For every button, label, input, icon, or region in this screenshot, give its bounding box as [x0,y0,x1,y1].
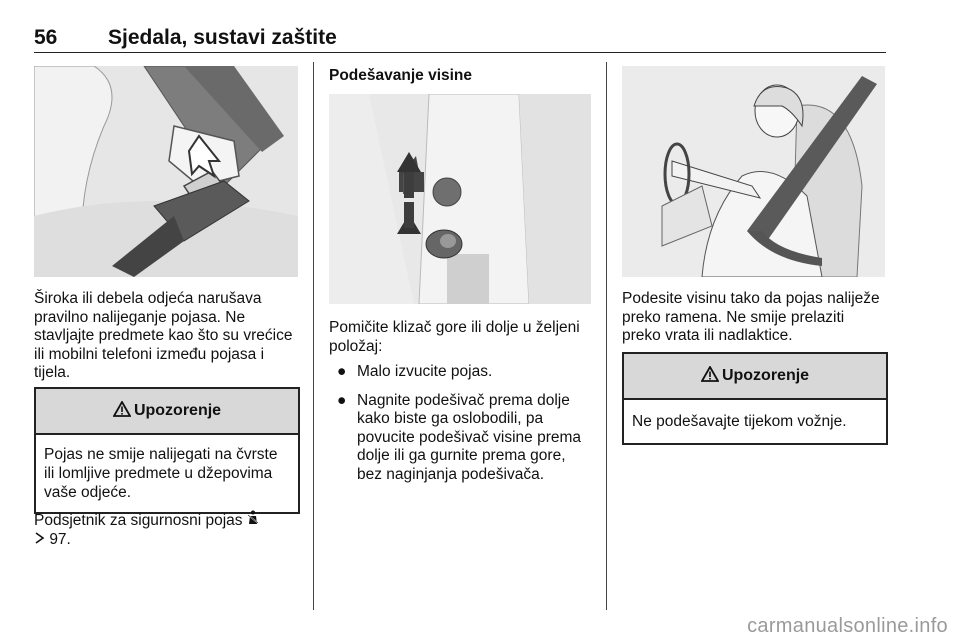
page-number: 56 [34,26,58,49]
text-line: pravilno nalijeganje pojasa. Ne [34,308,246,326]
text-line: bez naginjanja podešivača. [357,465,544,483]
col2-paragraph [329,319,599,356]
col3-paragraph [622,290,897,346]
text-line: Nagnite podešivač prema dolje [357,391,570,409]
text-line: povucite podešivač visine prema [357,428,582,446]
text-line: tijela. [34,364,71,381]
warning-triangle-icon [701,366,719,387]
reminder-label: Podsjetnik za sigurnosni pojas [34,512,243,529]
text-line: stavljajte predmete kao što su vrećice [34,327,293,344]
seatbelt-person-icon [247,510,259,531]
warning-text [36,435,298,512]
height-adjuster-illustration [329,94,591,304]
text-line: Malo izvucite pojas. [357,363,493,380]
text-line: Ne podešavajte tijekom vožnje. [632,413,847,430]
text-line: vaše odjeće. [44,484,132,501]
page-reference-arrow-icon[interactable] [34,531,45,550]
warning-box-2 [622,352,888,445]
col1-paragraph [34,290,304,383]
warning-triangle-icon [113,401,131,422]
text-line: Pojas ne smije nalijegati na čvrste [44,446,278,463]
text-line: preko vrata ili nadlaktice. [622,327,793,344]
driver-seatbelt-illustration [622,66,885,277]
warning-box-1 [34,387,300,514]
watermark: carmanualsonline.info [747,615,948,637]
page-header [34,22,886,53]
bullet-icon: ● [337,363,347,380]
text-line: položaj: [329,337,383,355]
bullet-icon: ● [337,391,347,409]
text-line: preko ramena. Ne smije prelaziti [622,308,845,326]
text-line: Široka ili debela odjeća narušava [34,290,262,307]
reference-page-link[interactable]: 97. [49,530,71,548]
text-line: Pomičite klizač gore ili dolje u željeni [329,319,580,336]
warning-header [624,354,886,400]
instruction-list [333,363,603,494]
warning-title: Upozorenje [721,367,810,384]
text-line: dolje ili ga gurnite prema gore, [357,447,566,464]
text-line: ili lomljive predmete u džepovima [44,465,273,482]
column-divider-2 [606,62,607,610]
list-item [333,363,603,382]
section-heading: Podešavanje visine [329,67,473,84]
list-item [333,392,603,485]
seatbelt-reminder-reference [34,510,304,549]
text-line: ili mobilni telefoni između pojasa i [34,345,265,363]
text-line: kako biste ga oslobodili, pa [357,410,544,427]
page-title: Sjedala, sustavi zaštite [108,26,337,49]
warning-header [36,389,298,435]
column-divider-1 [313,62,314,610]
seatbelt-buckle-illustration [34,66,298,277]
warning-title: Upozorenje [133,402,222,419]
text-line: Podesite visinu tako da pojas naliježe [622,290,880,307]
warning-text [624,400,886,443]
